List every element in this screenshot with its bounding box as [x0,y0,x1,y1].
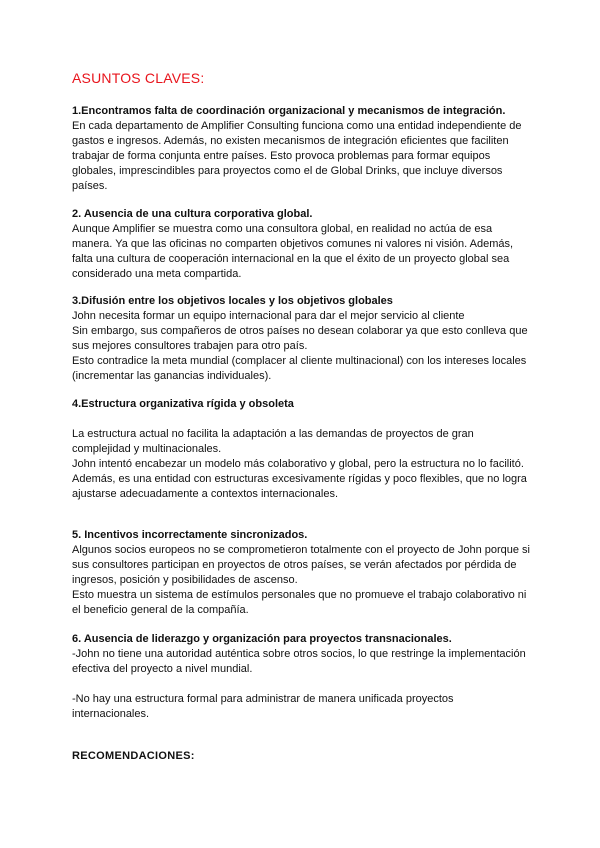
section-paragraph: Esto muestra un sistema de estímulos personales que no promueve el trabajo colaborativo ni el beneficio general de la compañía. [72,589,527,616]
section-paragraph: John necesita formar un equipo internacional para dar el mejor servicio al cliente [72,310,465,322]
section-paragraph: En cada departamento de Amplifier Consulting funciona como una entidad independiente de gastos e ingresos. Además, no existen mecanismos de integración eficientes que faciliten trabajar de forma conjunta entre países. Esto provoca problemas para formar equipos globales, imprescindibles para proyectos como el de Global Drinks, que incluye diversos países. [72,120,522,192]
section-heading: 4.Estructura organizativa rígida y obsoleta [72,398,294,410]
section-1 [72,104,532,194]
section-paragraph: La estructura actual no facilita la adaptación a las demandas de proyectos de gran complejidad y multinacionales. [72,428,474,455]
section-5 [72,528,532,618]
section-3 [72,294,532,384]
section-heading: 6. Ausencia de liderazgo y organización para proyectos transnacionales. [72,633,452,645]
section-paragraph: -John no tiene una autoridad auténtica sobre otros socios, lo que restringe la implementación efectiva del proyecto a nivel mundial. [72,648,526,675]
page-title: ASUNTOS CLAVES: [72,70,205,86]
section-6 [72,632,532,722]
section-paragraph: John intentó encabezar un modelo más colaborativo y global, pero la estructura no lo facilitó. [72,458,524,470]
section-paragraph: Además, es una entidad con estructuras excesivamente rígidas y poco flexibles, que no logra ajustarse adecuadamente a contextos internacionales. [72,473,527,500]
section-4 [72,397,532,502]
section-heading: 1.Encontramos falta de coordinación organizacional y mecanismos de integración. [72,105,506,117]
section-paragraph: Sin embargo, sus compañeros de otros países no desean colaborar ya que esto conlleva que sus mejores consultores trabajen para otro país. [72,325,528,352]
section-heading: 2. Ausencia de una cultura corporativa global. [72,208,313,220]
section-paragraph: Esto contradice la meta mundial (complacer al cliente multinacional) con los intereses locales (incrementar las ganancias individuales). [72,355,527,382]
section-paragraph: Algunos socios europeos no se comprometieron totalmente con el proyecto de John porque si sus consultores participan en proyectos de otros países, se verán afectados por pérdida de ingresos, posición y posibilidades de ascenso. [72,544,530,586]
recommendations-heading: RECOMENDACIONES: [72,750,195,762]
section-paragraph: -No hay una estructura formal para administrar de manera unificada proyectos internacionales. [72,693,454,720]
section-heading: 5. Incentivos incorrectamente sincronizados. [72,529,308,541]
section-heading: 3.Difusión entre los objetivos locales y los objetivos globales [72,295,393,307]
section-paragraph: Aunque Amplifier se muestra como una consultora global, en realidad no actúa de esa manera. Ya que las oficinas no comparten objetivos comunes ni valores ni visión. Además, falta una cultura de cooperación internacional en la que el éxito de un proyecto global sea considerado una meta compartida. [72,223,514,280]
section-2 [72,207,532,282]
